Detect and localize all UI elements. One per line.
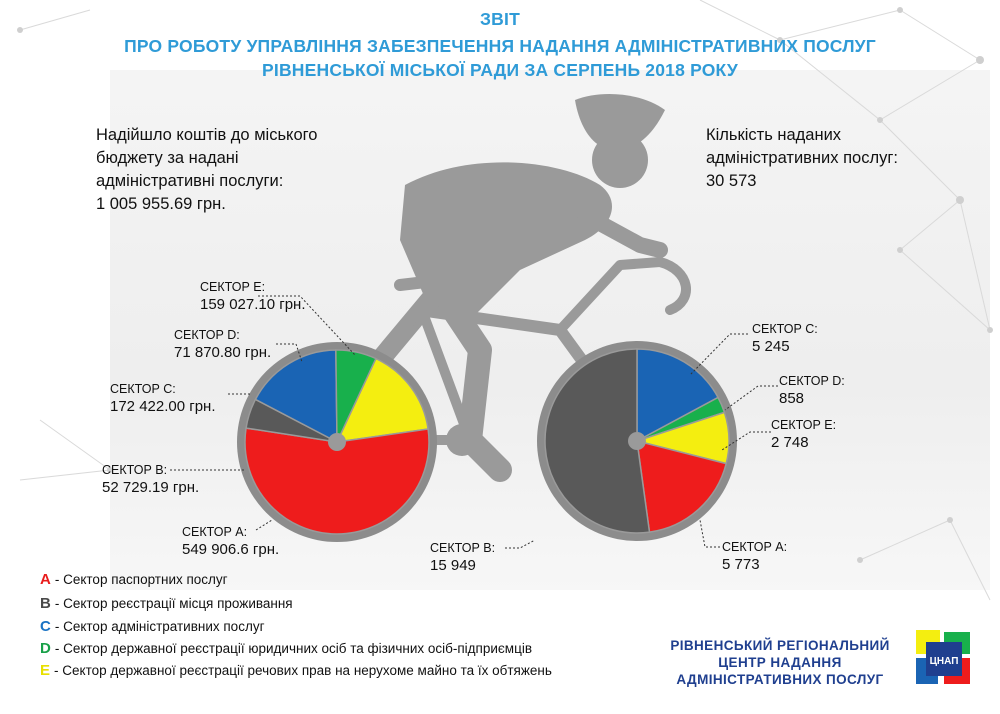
right-value-c: 5 245 — [752, 338, 790, 355]
services-value: 30 573 — [706, 172, 757, 190]
cnap-logo — [914, 628, 974, 688]
wheel-hub-right — [628, 432, 646, 450]
right-label-c: СЕКТОР С: — [752, 322, 818, 336]
right-value-d: 858 — [779, 390, 805, 407]
report-subtitle-2: РІВНЕНСЬКОЇ МІСЬКОЇ РАДИ ЗА СЕРПЕНЬ 2018 РОКУ — [262, 60, 738, 80]
funds-label-2: бюджету за надані — [96, 149, 239, 167]
legend-key-e: E — [40, 662, 51, 679]
left-label-a: СЕКТОР А: — [182, 525, 248, 539]
legend-text-b: - Сектор реєстрації місця проживання — [54, 596, 293, 611]
services-label-1: Кількість наданих — [706, 126, 842, 144]
legend-item-d — [40, 640, 532, 657]
left-value-d: 71 870.80 грн. — [174, 344, 272, 361]
right-label-e: СЕКТОР Е: — [771, 418, 837, 432]
left-label-e: СЕКТОР Е: — [200, 280, 266, 294]
left-value-e: 159 027.10 грн. — [200, 296, 306, 313]
legend-item-b — [40, 595, 293, 612]
legend-key-d: D — [40, 640, 51, 657]
report-title: ЗВІТ — [480, 9, 520, 29]
funds-stat — [96, 124, 317, 216]
services-label-2: адміністративних послуг: — [706, 149, 898, 167]
left-value-b: 52 729.19 грн. — [102, 479, 200, 496]
legend-key-a: A — [40, 571, 51, 588]
right-label-a: СЕКТОР А: — [722, 540, 788, 554]
leader-line-8 — [700, 520, 720, 547]
legend-key-c: C — [40, 618, 51, 635]
org-line-1: РІВНЕНСЬКИЙ РЕГІОНАЛЬНИЙ — [670, 638, 890, 653]
leader-line-4 — [256, 520, 272, 530]
right-value-a: 5 773 — [722, 556, 760, 573]
legend-key-b: B — [40, 595, 51, 612]
organization-name — [640, 637, 920, 688]
legend-text-a: - Сектор паспортних послуг — [54, 572, 228, 587]
legend-item-e — [40, 662, 552, 679]
leader-line-9 — [505, 540, 535, 548]
left-value-a: 549 906.6 грн. — [182, 541, 280, 558]
legend-item-a — [40, 571, 228, 588]
right-label-d: СЕКТОР D: — [779, 374, 845, 388]
leader-line-6 — [725, 386, 778, 410]
logo-text: ЦНАП — [929, 656, 959, 667]
legend-item-c — [40, 618, 265, 635]
funds-label-3: адміністративні послуги: — [96, 172, 284, 190]
report-subtitle-1: ПРО РОБОТУ УПРАВЛІННЯ ЗАБЕЗПЕЧЕННЯ НАДАННЯ АДМІНІСТРАТИВНИХ ПОСЛУГ — [124, 36, 876, 56]
left-label-d: СЕКТОР D: — [174, 328, 240, 342]
org-line-3: АДМІНІСТРАТИВНИХ ПОСЛУГ — [676, 672, 884, 687]
left-label-b: СЕКТОР В: — [102, 463, 168, 477]
legend-text-c: - Сектор адміністративних послуг — [54, 619, 265, 634]
wheel-hub-left — [328, 433, 346, 451]
legend-text-e: - Сектор державної реєстрації речових прав на нерухоме майно та їх обтяжень — [54, 663, 552, 678]
funds-label-1: Надійшло коштів до міського — [96, 126, 318, 144]
left-value-c: 172 422.00 грн. — [110, 398, 216, 415]
legend-text-d: - Сектор державної реєстрації юридичних осіб та фізичних осіб-підприємців — [54, 641, 532, 656]
right-label-b: СЕКТОР В: — [430, 541, 496, 555]
services-stat — [706, 124, 898, 193]
org-line-2: ЦЕНТР НАДАННЯ — [718, 655, 842, 670]
left-label-c: СЕКТОР С: — [110, 382, 176, 396]
right-value-e: 2 748 — [771, 434, 809, 451]
funds-value: 1 005 955.69 грн. — [96, 195, 226, 213]
right-value-b: 15 949 — [430, 557, 476, 574]
